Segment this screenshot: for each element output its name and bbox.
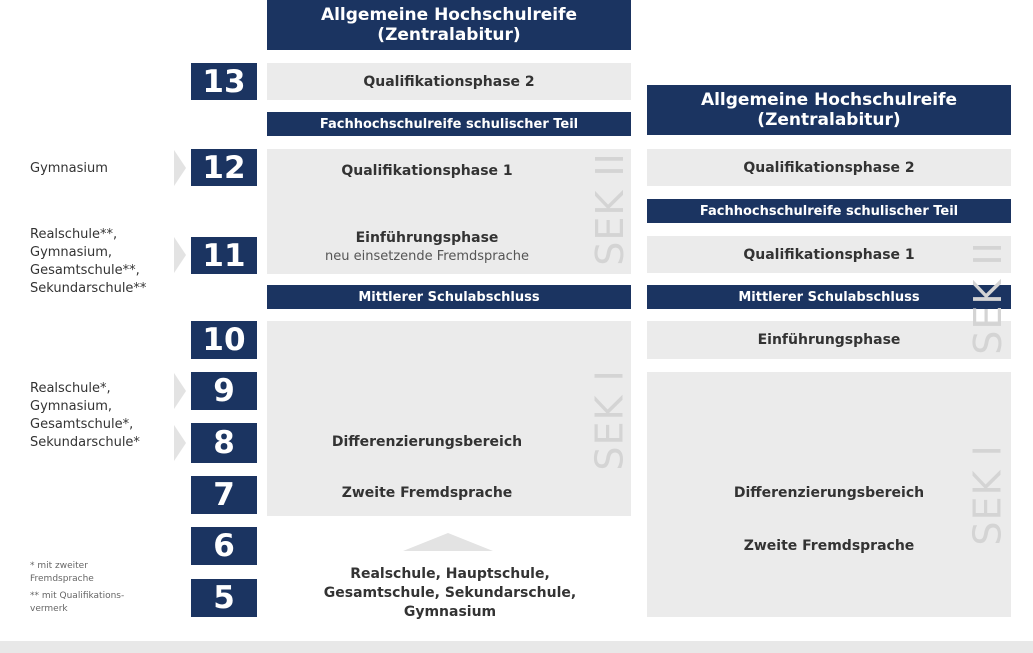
arrow-11-icon: [174, 237, 186, 273]
left-sek2-label: SEK II: [588, 152, 633, 266]
grade-11-badge: 11: [191, 237, 257, 274]
right-abitur-header: Allgemeine Hochschulreife (Zentralabitur): [647, 85, 1011, 135]
grade-13-badge: 13: [191, 63, 257, 100]
bottom-divider: [0, 641, 1033, 653]
right-sek1-label: SEK I: [966, 444, 1010, 546]
left-sek1-text-wrap: [570, 330, 650, 510]
right-q2-box: [647, 149, 1011, 186]
grade-5-badge: 5: [191, 579, 257, 617]
left-q2-box: [267, 63, 631, 100]
right-msa-bar: Mittlerer Schulabschluss: [647, 285, 1011, 309]
left-fremd-label: Zweite Fremdsprache: [341, 485, 513, 501]
right-sek2-text-wrap: [948, 240, 1028, 355]
left-ef-sublabel: neu einsetzende Fremdsprache: [325, 249, 529, 264]
arrow-12-icon: [174, 150, 186, 186]
side-label-grade-11: Realschule**, Gymnasium, Gesamtschule**, Sekundarschule**: [30, 227, 147, 296]
right-q2-label: Qualifikationsphase 2: [743, 159, 915, 176]
right-diff-label: Differenzierungsbereich: [733, 485, 925, 501]
side-label-grade-12: Gymnasium: [30, 161, 108, 176]
arrow-9-icon: [174, 373, 186, 409]
right-sek2-label: SEK II: [966, 240, 1011, 355]
grade-8-badge: 8: [191, 423, 257, 463]
right-fhr-bar: Fachhochschulreife schulischer Teil: [647, 199, 1011, 223]
left-abitur-header: Allgemeine Hochschulreife (Zentralabitur): [267, 0, 631, 50]
left-msa-bar: Mittlerer Schulabschluss: [267, 285, 631, 309]
arrow-8-icon: [174, 425, 186, 461]
up-arrow-icon: [403, 533, 493, 551]
left-fhr-bar: Fachhochschulreife schulischer Teil: [267, 112, 631, 136]
grade-10-badge: 10: [191, 321, 257, 359]
left-diff-label: Differenzierungsbereich: [331, 434, 523, 450]
left-schools-label: Realschule, Hauptschule, Gesamtschule, Sekundarschule, Gymnasium: [323, 566, 577, 620]
right-fremd-label: Zweite Fremdsprache: [743, 538, 915, 554]
left-ef-label: Einführungsphase: [355, 230, 499, 246]
right-sek1-text-wrap: [948, 420, 1028, 570]
footnote-single-star: * mit zweiter Fremdsprache: [30, 561, 94, 584]
left-sek2-text-wrap: [570, 150, 650, 268]
grade-9-badge: 9: [191, 372, 257, 410]
grade-6-badge: 6: [191, 527, 257, 565]
left-q1-label: Qualifikationsphase 1: [341, 163, 513, 179]
grade-7-badge: 7: [191, 476, 257, 514]
side-label-grade-9: Realschule*, Gymnasium, Gesamtschule*, Sekundarschule*: [30, 381, 140, 450]
grade-12-badge: 12: [191, 149, 257, 186]
footnote-double-star: ** mit Qualifikations- vermerk: [30, 591, 125, 614]
right-q1-label: Qualifikationsphase 1: [743, 246, 915, 263]
left-q2-label: Qualifikationsphase 2: [363, 73, 535, 90]
left-sek1-label: SEK I: [588, 369, 632, 471]
right-ef-label: Einführungsphase: [757, 332, 901, 348]
